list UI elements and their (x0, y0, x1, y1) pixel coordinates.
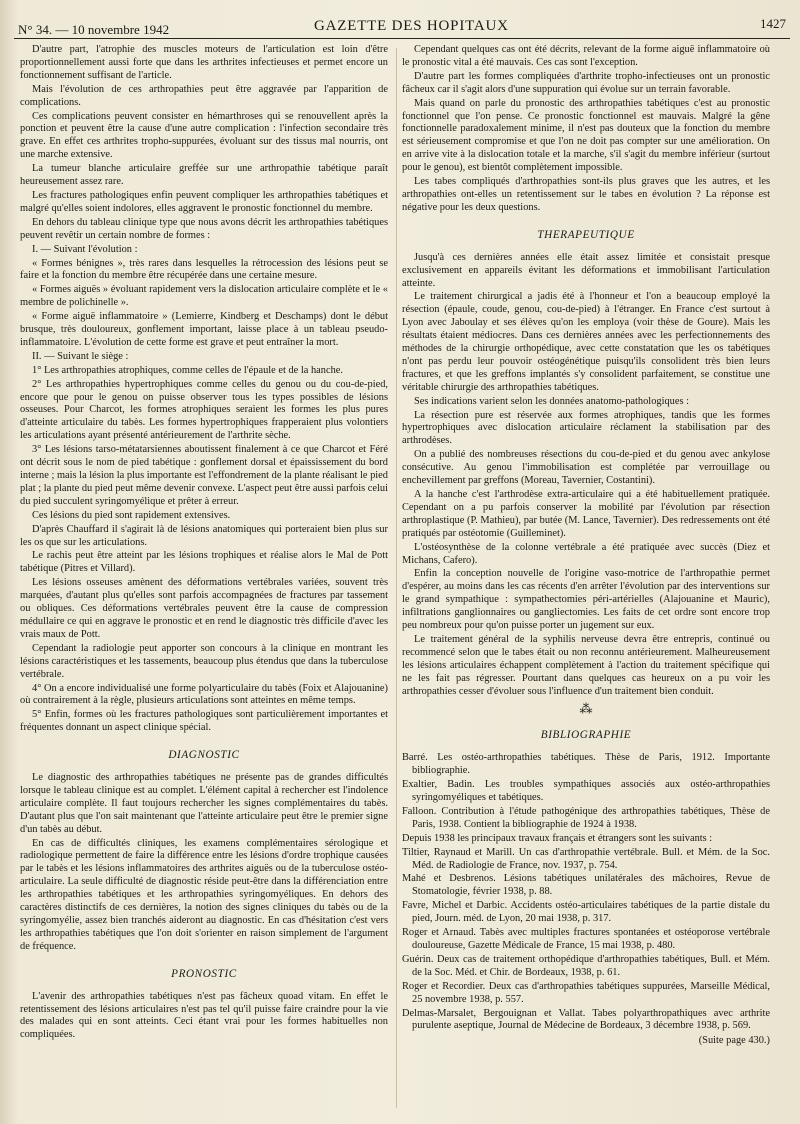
paragraph: Ces complications peuvent consister en hémarthroses qui se renouvellent après la ponction et peuvent être la cause d'une autre complication : l'infection secondaire très grave. En effet ces arthrites tropho-suppurées, évoluant sur des tissus mal nourris, ont une marche extensive. (20, 110, 388, 161)
section-title-therapeutique: THERAPEUTIQUE (537, 228, 635, 241)
paragraph: « Formes aiguës » évoluant rapidement vers la dislocation articulaire complète et le « membre de polichinelle ». (20, 284, 388, 309)
paragraph: L'ostéosynthèse de la colonne vertébrale a été pratiquée avec succès (Diez et Michans, Cafero). (402, 541, 770, 566)
bibliography-list (402, 752, 770, 1048)
bibliography-entry: Mahé et Desbrenos. Lésions tabétiques unilatérales des mâchoires, Revue de Stomatologie, février 1938, p. 88. (402, 873, 770, 898)
paragraph: Ses indications varient selon les données anatomo-pathologiques : (414, 395, 690, 407)
column-divider (396, 48, 397, 1108)
paragraph: En cas de difficultés cliniques, les examens complémentaires sérologique et radiologique permettent de faire la différence entre les lésions d'ordre trophique causées par le tabès et les lésions inflammatoires des arthrites aiguës ou de la tuberculose ostéo-articulaire. La seule difficulté de diagnostic réside peut-être dans la différenciation entre les arthropathies tabétiques et les arthropathies syringomyéliques. En dehors des caractères distinctifs de ces dernières, la notion des signes cliniques du tabès ou de la syringomyélie, assez bien tranchés aideront au diagnostic. En cas d'hésitation c'est vers les arthropathies tabétiques que l'on doit s'orienter en raison simplement de l'argument de fréquence. (20, 837, 388, 952)
issue-number: N° 34. — 10 novembre 1942 (18, 22, 170, 37)
subheading: II. — Suivant le siège : (32, 350, 129, 362)
ornament-icon: ⁂ (579, 700, 593, 716)
paragraph: La tumeur blanche articulaire greffée sur une arthropathie tabétique paraît heureusement assez rare. (20, 163, 388, 188)
journal-title: GAZETTE DES HOPITAUX (314, 18, 509, 34)
paragraph: Cependant quelques cas ont été décrits, relevant de la forme aiguë inflammatoire où le pronostic vital a été mauvais. Ces cas sont l'exception. (402, 44, 770, 68)
paragraph: « Forme aiguë inflammatoire » (Lemierre, Kindberg et Deschamps) dont le début brusque, très douloureux, gonflement important, laisse place à un tableau pseudo-inflammatoire. L'évolution de cette forme est grave et peut entraîner la mort. (20, 311, 388, 348)
paragraph: 1° Les arthropathies atrophiques, comme celles de l'épaule et de la hanche. (32, 364, 343, 376)
paragraph: Les lésions osseuses amènent des déformations vertébrales variées, souvent très marquées, d'autant plus qu'elles sont parfois accompagnées de fractures par tassement ou obliques. Ces déformations vertébrales peuvent être la cause de compression médullaire ce qui en aggrave le pronostic et en rend le diagnostic très difficile d'avec les vrais maux de Pott. (20, 577, 388, 640)
page-header (14, 16, 790, 39)
bibliography-entry: Favre, Michel et Darbic. Accidents ostéo-articulaires tabétiques de la partie distale du pied, Journ. méd. de Lyon, 20 mai 1938, p. 317. (402, 900, 770, 925)
paragraph: Le traitement chirurgical a jadis été à l'honneur et l'on a beaucoup employé la résection (épaule, coude, genou, cou-de-pied) à l'étranger. En France c'est surtout à Lyon avec Jaboulay et ses élèves qu'on les employa (voir thèse de Goure). Mais les résultats étaient médiocres. Dans ces dernières années avec les perfectionnements des méthodes de la chirurgie orthopédique, avec cette constatation que les os tabétiques n'ont pas perdu leur pouvoir ostéogénétique puisqu'ils consolident très bien leurs fractures, et que les greffons implantés s'y consolident parfaitement, se constitue une véritable chirurgie des arthropathies tabétiques. (402, 291, 770, 393)
paragraph: Enfin la conception nouvelle de l'origine vaso-motrice de l'arthropathie permet d'espérer, au moins dans les cas récents d'en arrêter l'évolution par des interventions sur le grand sympathique : sympathectomies péri-artérielles (Alajouanine et Mauric), infiltrations ganglionnaires ou gangliectomies. Les faits de cet ordre sont encore trop peu nombreux pour qu'on puisse porter un jugement sur eux. (402, 568, 770, 632)
section-title-diagnostic: DIAGNOSTIC (168, 749, 240, 762)
bibliography-entry: Exaltier, Badin. Les troubles sympathiques associés aux ostéo-arthropathies syringomyéliques et tabétiques. (402, 779, 770, 804)
paragraph: 3° Les lésions tarso-métatarsiennes aboutissent finalement à ce que Charcot et Féré ont décrit sous le nom de pied tabétique : gonflement dorsal et épaississement du bord interne ; mais la lésion la plus importante est l'effondrement de la plante réalisant le pied plat ; la plante du pied peut même devenir convexe. L'aspect peut être aussi parfois celui du pied succulent syringomyélique et prêter à erreur. (20, 444, 388, 507)
section-title-pronostic: PRONOSTIC (171, 967, 237, 980)
paragraph: Ces lésions du pied sont rapidement extensives. (32, 509, 231, 521)
bibliography-entry: Roger et Arnaud. Tabès avec multiples fractures spontanées et ostéoporose vertébrale douloureuse, Gazette Médicale de France, 15 mai 1938, p. 480. (402, 927, 770, 951)
subheading: I. — Suivant l'évolution : (32, 243, 138, 255)
bibliography-entry: Tiltier, Raynaud et Marill. Un cas d'arthropathie vertébrale. Bull. et Mém. de la Soc. Méd. de Radiologie de France, nov. 1937, p. 754. (402, 846, 770, 871)
bibliography-entry: Delmas-Marsalet, Bergouignan et Vallat. Tabes polyarthropathiques avec arthrite purulente aseptique, Journal de Médecine de Bordeaux, 3 décembre 1938, p. 569. (402, 1007, 770, 1032)
paragraph: Les fractures pathologiques enfin peuvent compliquer les arthropathies tabétiques et malgré qu'elles soient indolores, elles aggravent le pronostic fonctionnel du membre. (20, 189, 388, 214)
paragraph: Jusqu'à ces dernières années elle était assez limitée et consistait presque exclusivement en appareils évitant les déformations et immobilisant l'articulation atteinte. (402, 251, 770, 289)
paragraph: D'autre part, l'atrophie des muscles moteurs de l'articulation est loin d'être proportionnellement aussi forte que dans les arthrites infectieuses et permet encore un fonctionnement suffisant de l'article. (20, 44, 388, 81)
left-body (20, 44, 388, 735)
paragraph: La résection pure est réservée aux formes atrophiques, tandis que les formes hypertrophiques avec dislocation articulaire réclament la stabilisation par des arthrodèses. (402, 409, 770, 447)
paragraph: Cependant la radiologie peut apporter son concours à la clinique en montrant les lésions caractéristiques et les tassements, beaucoup plus étendus que dans la tuberculose vertébrale. (20, 642, 388, 680)
paragraph: Mais l'évolution de ces arthropathies peut être aggravée par l'apparition de complications. (20, 83, 388, 108)
paragraph: Le rachis peut être atteint par les lésions trophiques et réalise alors le Mal de Pott tabétique (Pitres et Villard). (20, 550, 388, 575)
bibliography-entry: Depuis 1938 les principaux travaux français et étrangers sont les suivants : (402, 832, 713, 844)
continuation-note: (Suite page 430.) (698, 1035, 770, 1047)
paragraph: 2° Les arthropathies hypertrophiques comme celles du genou ou du cou-de-pied, encore que pour le genou on puisse observer tous les types possibles de lésions osseuses. Pour Charcot, les formes atrophiques seraient les formes les plus pures d'atteinte articulaire du tabès. Les formes hypertrophiques frapperaient plus volontiers les articulations ayant présenté antérieurement de l'arthrite sèche. (20, 378, 388, 442)
paragraph: A la hanche c'est l'arthrodèse extra-articulaire qui a été habituellement pratiquée. Cependant on a pu parfois conserver la mobilité par l'évolution par résection arthroplastique (P. Mathieu), par butée (M. Lance, Tavernier). Des redressements ont été pratiqués par ostéotomie (Guilleminet). (402, 489, 770, 539)
right-column (402, 44, 770, 1049)
paragraph: Le diagnostic des arthropathies tabétiques ne présente pas de grandes difficultés lorsque le tableau clinique est au complet. L'élément capital à rechercher est l'indolence articulaire complète. Il faut toujours rechercher les signes complémentaires du tabès. D'autant plus que l'on sait maintenant que l'atteinte articulaire peut être le premier signe d'un tabès au début. (20, 772, 388, 835)
bibliography-entry: Falloon. Contribution à l'étude pathogénique des arthropathies tabétiques, Thèse de Paris, 1938. Contient la bibliographie de 1924 à 1938. (402, 805, 770, 830)
paragraph: « Formes bénignes », très rares dans lesquelles la rétrocession des lésions peut se faire et la fonction du membre être récupérée dans une certaine mesure. (20, 257, 388, 282)
section-title-bibliographie: BIBLIOGRAPHIE (540, 729, 632, 742)
paragraph: On a publié des nombreuses résections du cou-de-pied et du genou avec ankylose consécutive. Au genou l'immobilisation est complétée par verrouillage ou enchevillement par greffons (Moreau, Tavernier, Costantini). (402, 449, 770, 487)
left-column (20, 44, 388, 1043)
paragraph: En dehors du tableau clinique type que nous avons décrit les arthropathies tabétiques peuvent revêtir un certain nombre de formes : (20, 216, 388, 241)
paragraph: D'après Chauffard il s'agirait là de lésions anatomiques qui porteraient bien plus sur les os que sur les articulations. (20, 523, 388, 548)
bibliography-entry: Barré. Les ostéo-arthropathies tabétiques. Thèse de Paris, 1912. Importante bibliographie. (402, 752, 770, 777)
bibliography-entry: Roger et Recordier. Deux cas d'arthropathies tabétiques suppurées, Marseille Médical, 25 novembre 1938, p. 557. (402, 980, 770, 1005)
bibliography-entry: Guérin. Deux cas de traitement orthopédique d'arthropathies tabétiques, Bull. et Mém. de la Soc. Méd. et Chir. de Bordeaux, 1938, p. 61. (402, 953, 770, 978)
paragraph: Le traitement général de la syphilis nerveuse devra être entrepris, continué ou recommencé selon que le tabes était ou non reconnu antérieurement. Malheureusement les lésions articulaires échappent complètement à l'action du traitement spécifique qui ne les fait pas régresser. Pourtant dans quelques cas heureux on a pu voir les arthropathies cesser d'évoluer sous l'influence d'un traitement bien conduit. (402, 633, 770, 697)
page-number: 1427 (760, 16, 786, 31)
paragraph: 4° On a encore individualisé une forme polyarticulaire du tabès (Foix et Alajouanine) où contrairement à la règle, plusieurs articulations sont atteintes en même temps. (20, 682, 388, 707)
paragraph: L'avenir des arthropathies tabétiques n'est pas fâcheux quoad vitam. En effet le retentissement des lésions articulaires n'est pas tel qu'il puisse faire craindre pour la vie des malades qui en sont atteints. Ceci étant vrai pour les formes habituelles non compliquées. (20, 990, 388, 1041)
paragraph: Mais quand on parle du pronostic des arthropathies tabétiques c'est au pronostic fonctionnel que l'on pense. Ce pronostic fonctionnel est mauvais. Malgré la gêne fonctionnelle paradoxalement minime, il n'est pas douteux que la fonction du membre est sérieusement compromise et que l'on ne doit pas compter sur une amélioration. On en arrive vite à la dislocation totale et la marche, s'il s'agit du membre inférieur (surtout pour le genou), est bientôt complètement impossible. (402, 97, 770, 174)
paragraph: 5° Enfin, formes où les fractures pathologiques sont particulièrement importantes et fréquentes donnant un aspect clinique spécial. (20, 709, 388, 734)
paragraph: Les tabes compliqués d'arthropathies sont-ils plus graves que les autres, et les arthropathies ont-elles un retentissement sur le tabes en évolution ? La réponse est négative pour les deux questions. (402, 176, 770, 213)
paragraph: D'autre part les formes compliquées d'arthrite tropho-infectieuses ont un pronostic fâcheux car il s'agit alors d'une suppuration qui évolue sur un terrain favorable. (402, 70, 770, 95)
